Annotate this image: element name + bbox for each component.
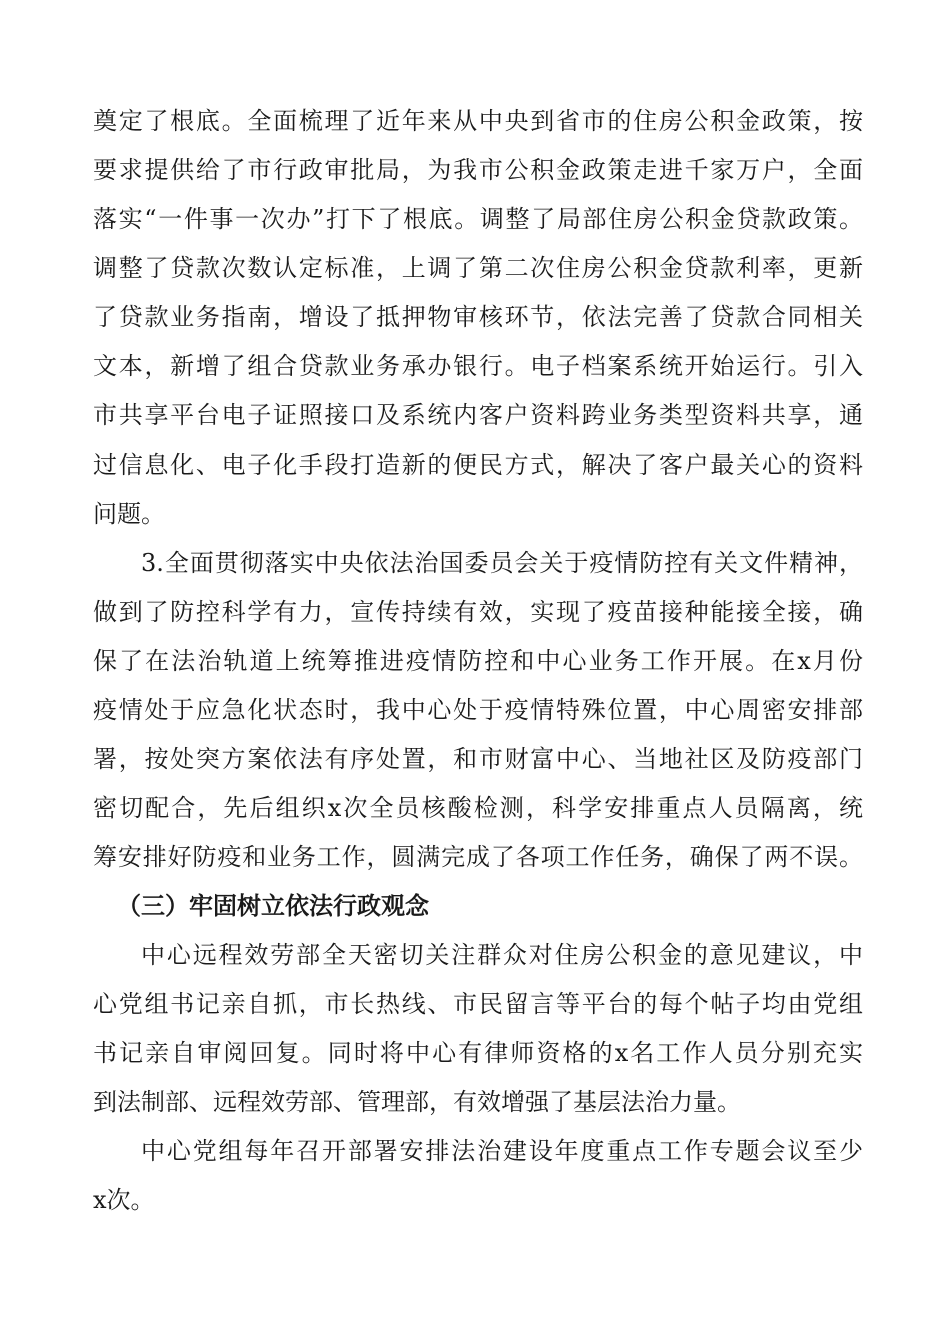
text-line: 中心党组每年召开部署安排法治建设年度重点工作专题会议至少 [141,1137,863,1165]
text-line: 市共享平台电子证照接口及系统内客户资料跨业务类型资料共享，通 [93,401,863,429]
text-line: 做到了防控科学有力，宣传持续有效，实现了疫苗接种能接全接，确 [93,598,863,626]
text-line: 要求提供给了市行政审批局，为我市公积金政策走进千家万户，全面 [93,156,863,184]
text-line: 到法制部、远程效劳部、管理部，有效增强了基层法治力量。 [93,1088,741,1116]
text-line: 问题。 [93,500,165,528]
text-line: 书记亲自审阅回复。同时将中心有律师资格的x名工作人员分别充实 [93,1039,863,1067]
text-line: 落实“一件事一次办”打下了根底。调整了局部住房公积金贷款政策。 [93,205,863,233]
text-line: 调整了贷款次数认定标准，上调了第二次住房公积金贷款利率，更新 [93,254,863,282]
text-line: 署，按处突方案依法有序处置，和市财富中心、当地社区及防疫部门 [93,745,863,773]
section-heading: （三）牢固树立依法行政观念 [117,892,429,920]
text-line: 文本，新增了组合贷款业务承办银行。电子档案系统开始运行。引入 [93,352,863,380]
text-line: 奠定了根底。全面梳理了近年来从中央到省市的住房公积金政策，按 [93,107,863,135]
text-line: 保了在法治轨道上统筹推进疫情防控和中心业务工作开展。在x月份 [93,647,863,675]
text-line: 密切配合，先后组织x次全员核酸检测，科学安排重点人员隔离，统 [93,794,863,822]
text-line: 过信息化、电子化手段打造新的便民方式，解决了客户最关心的资料 [93,451,863,479]
text-line: 筹安排好防疫和业务工作，圆满完成了各项工作任务，确保了两不误。 [93,843,863,871]
text-line: 3.全面贯彻落实中央依法治国委员会关于疫情防控有关文件精神， [141,549,863,577]
text-line: 了贷款业务指南，增设了抵押物审核环节，依法完善了贷款合同相关 [93,303,863,331]
text-line: 疫情处于应急化状态时，我中心处于疫情特殊位置，中心周密安排部 [93,696,863,724]
text-line: 心党组书记亲自抓，市长热线、市民留言等平台的每个帖子均由党组 [93,990,863,1018]
text-line: 中心远程效劳部全天密切关注群众对住房公积金的意见建议，中 [141,941,863,969]
text-line: x次。 [93,1186,155,1214]
